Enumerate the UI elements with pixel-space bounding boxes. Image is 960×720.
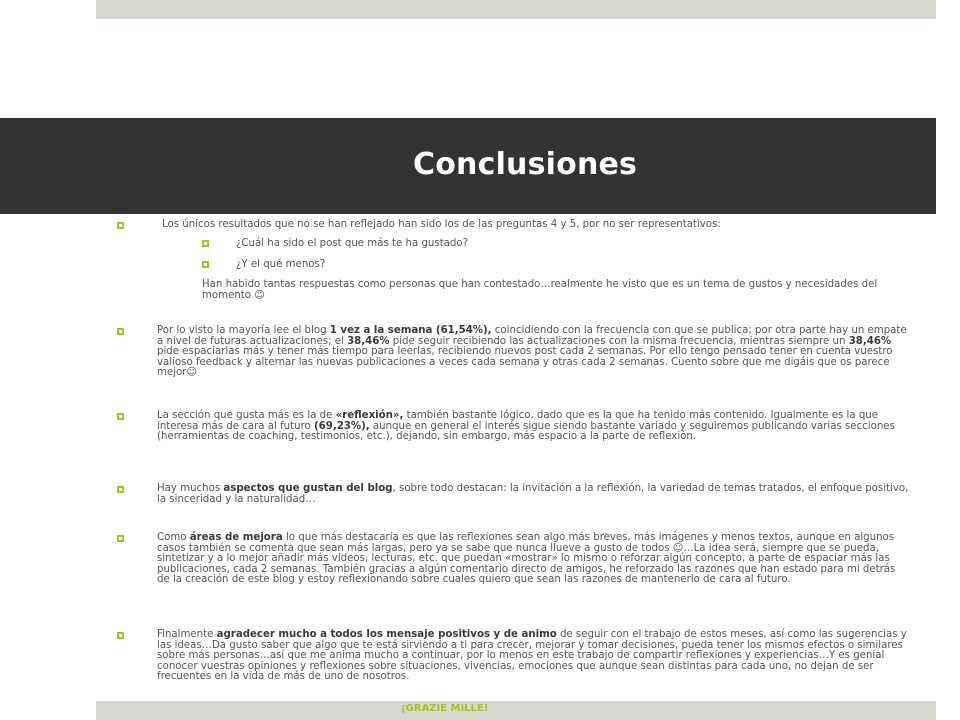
bullet-2-text [157, 326, 909, 379]
bullet-4-text [157, 484, 909, 505]
bullet-marker-icon [117, 632, 124, 639]
bullet-1-sub-1: ¿Cuál ha sido el post que más te ha gustado? [236, 238, 469, 249]
bold-run: áreas de mejora [189, 532, 283, 543]
bold-run: agradecer mucho a todos los mensaje positivos y de animo [216, 629, 557, 640]
bullet-3-text [157, 411, 909, 443]
bold-run: (69,23%), [314, 420, 370, 432]
text-run: Como [157, 532, 190, 543]
slide-title: Conclusiones [413, 147, 638, 182]
bold-run: 38,46% [347, 335, 390, 347]
footer-thanks: ¡GRAZIE MILLE! [401, 703, 489, 714]
text-run: de seguir con el trabajo de estos meses, así como las sugerencias y las ideas…Da gusto saber que algo que te está sirviendo a ti para crecer, mejorar y tomar decisiones, pueda tener los mismos efectos o similares sobre más personas…así que me anima mucho a continuar, por lo menos en este trabajo de compartir reflexiones y experiencias…Y es genial conocer vuestras opiniones y reflexiones sobre situaciones, vivencias, emociones que aunque sean distintas para cada uno, no dejan de ser frecuentes en la vida de más de uno de nosotros. [157, 629, 907, 683]
text-run: aunque en general el interés sigue siendo bastante variado y seguiremos publicando varias secciones (herramientas de coaching, testimonios, etc.), dejando, sin embargo, más espacio a la parte de reflexión. [157, 420, 895, 443]
text-run: , sobre todo destacan: la invitación a la reflexión, la variedad de temas tratados, el enfoque positivo, la sinceridad y la naturalidad… [157, 483, 909, 505]
bullet-5-text [157, 533, 909, 586]
bullet-marker-icon [202, 240, 209, 247]
text-run: Finalmente [157, 629, 217, 640]
bullet-marker-icon [117, 328, 124, 335]
text-run: Por lo visto la mayoría lee el blog [157, 325, 330, 336]
bullet-marker-icon [117, 222, 124, 229]
text-run: también bastante lógico, dado que es la que ha tenido más contenido. Igualmente es la que interesa más de cara al futuro [157, 410, 879, 432]
bullet-marker-icon [117, 486, 124, 493]
bullet-6-text [157, 630, 909, 683]
text-run: pide seguir recibiendo las actualizaciones con la misma frecuencia, mientras siempre un [389, 335, 849, 347]
bold-run: aspectos que gustan del blog [223, 483, 393, 494]
text-run: Hay muchos [157, 483, 224, 494]
bullet-1-text: Los únicos resultados que no se han reflejado han sido los de las preguntas 4 y 5, por no ser representativos: [162, 219, 721, 230]
text-run: coincidiendo con la frecuencia con que se publica; por otra parte hay un empate a nivel de futuras actualizaciones; el [157, 325, 907, 347]
bullet-marker-icon [202, 261, 209, 268]
bullet-1-sub-2: ¿Y el qué menos? [236, 259, 326, 270]
bold-run: 1 vez a la semana (61,54%), [329, 325, 492, 336]
bold-run: 38,46% [848, 335, 892, 347]
bullet-marker-icon [117, 413, 124, 420]
text-run: pide espaciarlas más y tener más tiempo para leerlas, recibiendo nuevos post cada 2 semanas. Por ello tengo pensado tener en cuenta vuestro valioso feedback y alternar las nuevas publicaciones a veces cada semana y otras cada 2 semanas. Cuento sobre que me digáis que os parece mejor☺ [157, 346, 893, 379]
bullet-marker-icon [117, 535, 124, 542]
text-run: La sección que gusta más es la de [157, 410, 336, 421]
text-run: lo que más destacaría es que las reflexiones sean algo más breves, más imágenes y menos textos, aunque en algunos casos también se comenta que sean más largas, pero ya se sabe que nunca llueve a gusto de todos ☺…La idea será, siempre que se pueda, sintetizar y a lo mejor añadir más videos, lecturas, etc. que puedan «mostrar» lo mismo o reforzar algún concepto, a parte de espaciar más las publicaciones, cada 2 semanas. También gracias a algún comentario directo de amigos, he reforzado las razones que han estado para mi detrás de la creación de este blog y estoy reflexionando sobre cuales quiero que sean las razones de mantenerlo de cara al futuro. [157, 532, 896, 586]
top-decor-band [96, 0, 936, 19]
bold-run: «reflexión», [335, 410, 404, 421]
bullet-1-note: Han habido tantas respuestas como personas que han contestado…realmente he visto que es un tema de gustos y necesidades del momento ☺ [202, 279, 878, 301]
bottom-decor-band [96, 701, 936, 720]
